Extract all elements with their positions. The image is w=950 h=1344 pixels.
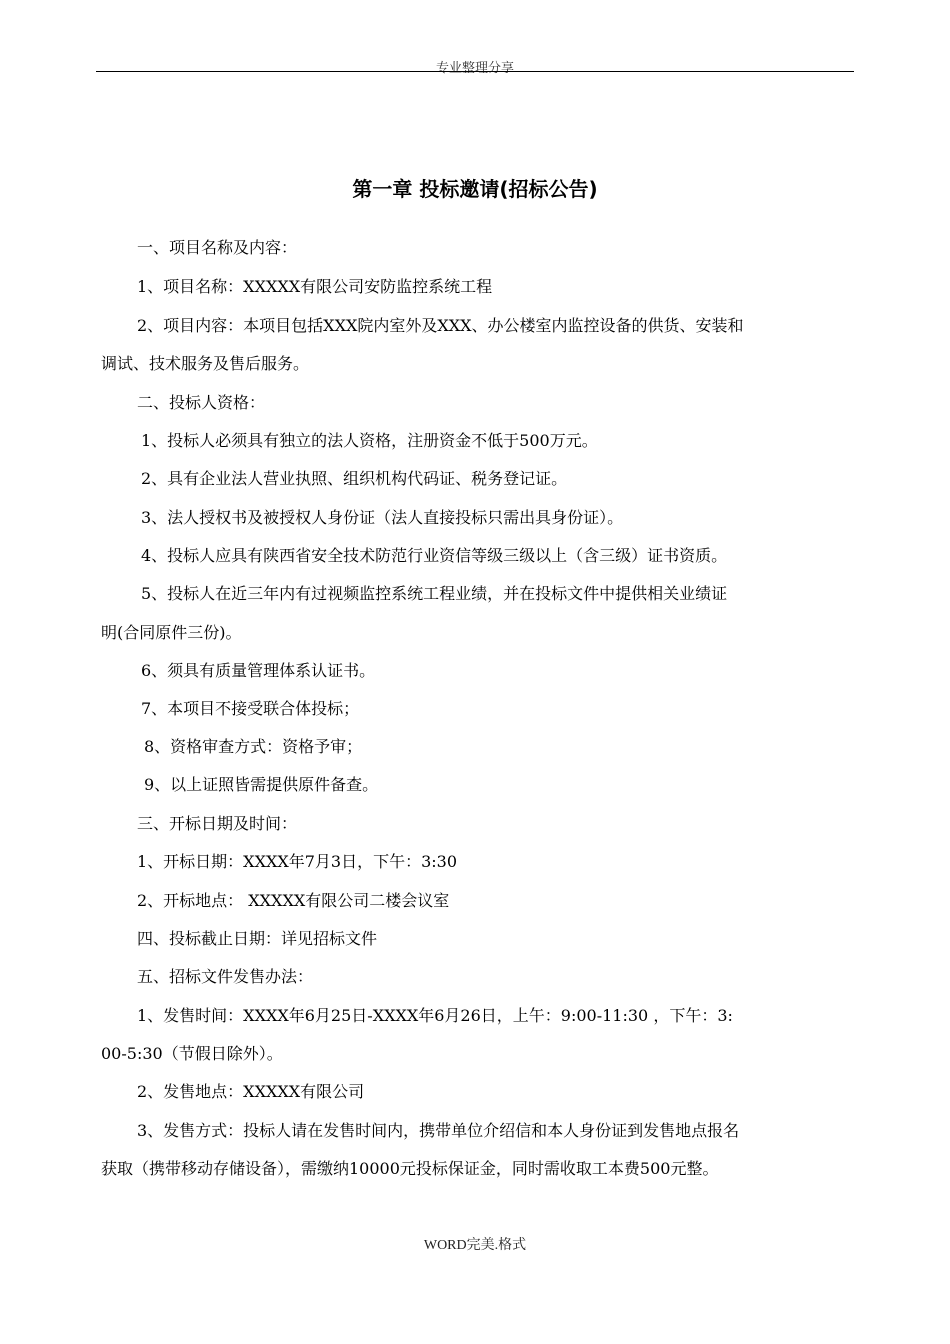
- paragraph-line: 明(合同原件三份)。: [101, 623, 242, 642]
- paragraph-line: 调试、技术服务及售后服务。: [101, 354, 310, 373]
- section-heading-sale: 五、招标文件发售办法：: [137, 967, 314, 986]
- section-heading-deadline: 四、投标截止日期：详见招标文件: [137, 929, 378, 948]
- paragraph-line: 4、投标人应具有陕西省安全技术防范行业资信等级三级以上（含三级）证书资质。: [141, 546, 728, 565]
- paragraph-line: 2、具有企业法人营业执照、组织机构代码证、税务登记证。: [141, 469, 568, 488]
- section-heading-project: 一、项目名称及内容：: [137, 238, 298, 257]
- paragraph-line: 3、发售方式：投标人请在发售时间内，携带单位介绍信和本人身份证到发售地点报名: [137, 1121, 740, 1140]
- paragraph-line: 获取（携带移动存储设备），需缴纳10000元投标保证金，同时需收取工本费500元整。: [101, 1159, 719, 1178]
- page-footer: WORD完美.格式: [423, 1238, 527, 1253]
- paragraph-line: 1、投标人必须具有独立的法人资格，注册资金不低于500万元。: [141, 431, 598, 450]
- paragraph-line: 1、开标日期：XXXX年7月3日，下午：3:30: [137, 852, 458, 871]
- paragraph-line: 5、投标人在近三年内有过视频监控系统工程业绩，并在投标文件中提供相关业绩证: [141, 584, 728, 603]
- paragraph-line: 8、资格审查方式：资格予审；: [144, 737, 363, 756]
- paragraph-line: 7、本项目不接受联合体投标；: [141, 699, 360, 718]
- page-header: 专业整理分享: [435, 61, 514, 76]
- paragraph-line: 9、以上证照皆需提供原件备查。: [144, 775, 379, 794]
- paragraph-line: 3、法人授权书及被授权人身份证（法人直接投标只需出具身份证）。: [141, 508, 624, 527]
- paragraph-line: 1、项目名称：XXXXX有限公司安防监控系统工程: [137, 277, 493, 296]
- section-heading-qualification: 二、投标人资格：: [137, 393, 266, 412]
- paragraph-line: 2、发售地点：XXXXX有限公司: [137, 1082, 365, 1101]
- section-heading-opening: 三、开标日期及时间：: [137, 814, 298, 833]
- paragraph-line: 1、发售时间：XXXX年6月25日-XXXX年6月26日，上午：9:00-11:30 ，下午：3:: [137, 1006, 733, 1025]
- header-divider: [96, 71, 854, 72]
- paragraph-line: 2、项目内容：本项目包括XXX院内室外及XXX、办公楼室内监控设备的供货、安装和: [137, 316, 744, 335]
- paragraph-line: 00-5:30（节假日除外）。: [101, 1044, 283, 1063]
- paragraph-line: 2、开标地点： XXXXX有限公司二楼会议室: [137, 891, 450, 910]
- paragraph-line: 6、须具有质量管理体系认证书。: [141, 661, 376, 680]
- chapter-title: 第一章 投标邀请(招标公告): [352, 177, 598, 201]
